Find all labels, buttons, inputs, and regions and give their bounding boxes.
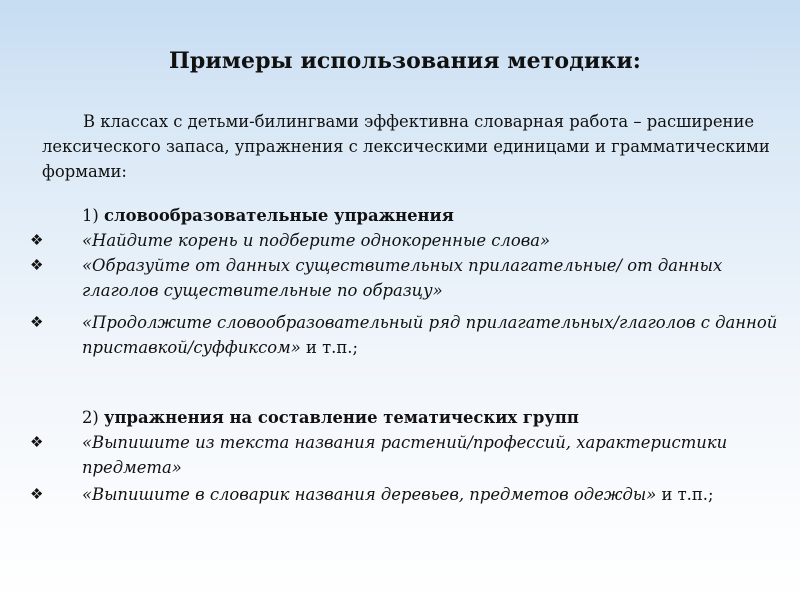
bullet-text: «Найдите корень и подберите однокоренные слова» <box>82 231 551 250</box>
diamond-bullet-icon: ❖ <box>30 485 44 503</box>
list-item <box>30 228 780 253</box>
list-item <box>30 482 780 507</box>
intro-paragraph: В классах с детьми-билингвами эффективна словарная работа – расширение лексического запаса, упражнения с лексическими единицами и грамматическими формами: <box>42 112 770 181</box>
diamond-bullet-icon: ❖ <box>30 313 44 331</box>
section-2-number: 2) <box>82 408 105 427</box>
diamond-bullet-icon: ❖ <box>30 433 44 451</box>
section-1-title: словообразовательные упражнения <box>104 206 454 225</box>
diamond-bullet-icon: ❖ <box>30 256 44 274</box>
section-2-title: упражнения на составление тематических групп <box>104 408 579 427</box>
section-1-heading <box>82 203 772 228</box>
bullet-tail-text: и т.п.; <box>656 485 714 504</box>
bullet-text: «Образуйте от данных существительных прилагательные/ от данных глаголов существительные по образцу» <box>82 256 723 300</box>
bullet-text: «Выпишите из текста названия растений/профессий, характеристики предмета» <box>82 433 728 477</box>
section-2-heading <box>82 405 772 430</box>
list-item <box>30 430 780 480</box>
bullet-text: «Продолжите словообразовательный ряд прилагательных/глаголов с данной приставкой/суффиксом» <box>82 313 778 357</box>
list-item <box>30 310 780 360</box>
list-item <box>30 253 780 303</box>
bullet-tail-text: и т.п.; <box>300 338 359 357</box>
diamond-bullet-icon: ❖ <box>30 231 44 249</box>
bullet-text: «Выпишите в словарик названия деревьев, предметов одежды» <box>82 485 657 504</box>
slide-title: Примеры использования методики: <box>168 48 642 74</box>
section-1-number: 1) <box>82 206 105 225</box>
